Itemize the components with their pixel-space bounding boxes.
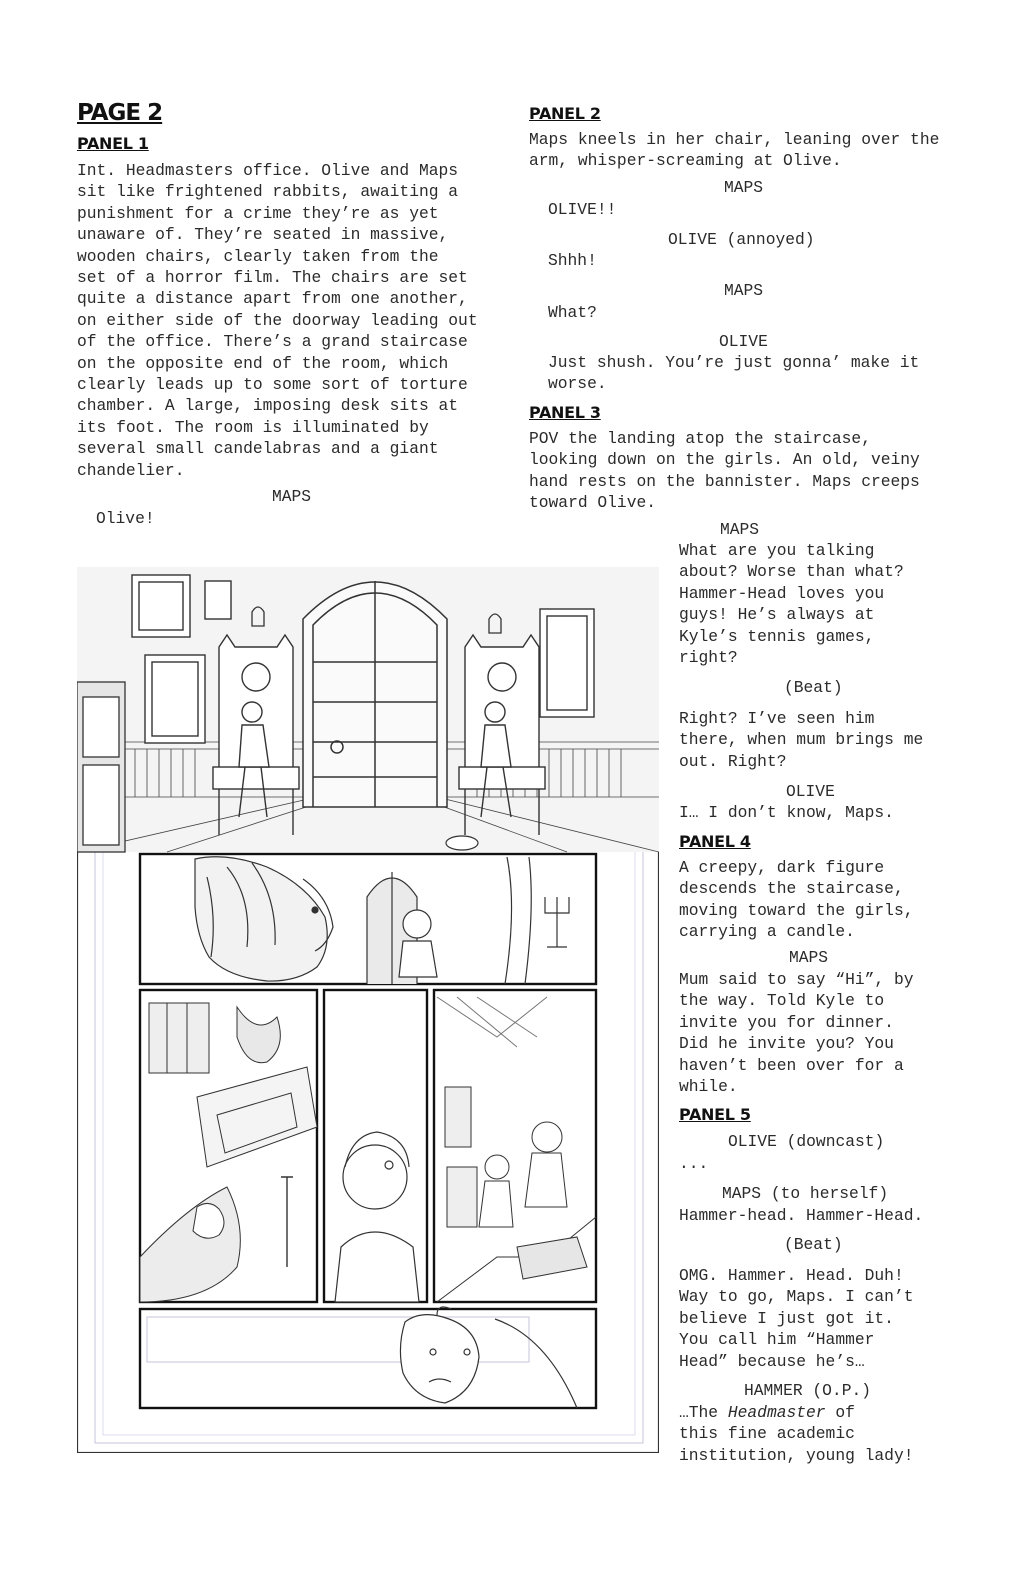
panel1-dialogue: Olive! xyxy=(96,509,155,528)
art-panel-office xyxy=(77,567,659,852)
panel2-line-2: Shhh! xyxy=(548,251,597,270)
comic-page-artwork xyxy=(77,567,659,1453)
panel5-speaker-3: HAMMER (O.P.) xyxy=(744,1381,872,1400)
art-panel-girl xyxy=(324,990,427,1302)
panel4-line: Mum said to say “Hi”, by the way. Told Kyle to invite you for dinner. Did he invite you? You haven’t been over for a while. xyxy=(679,970,914,1097)
panel2-line-4: Just shush. You’re just gonna’ make it worse. xyxy=(548,353,920,394)
panel2-description: Maps kneels in her chair, leaning over the arm, whisper-screaming at Olive. xyxy=(529,130,940,171)
panel4-speaker: MAPS xyxy=(789,948,829,967)
panel3-speaker-1: MAPS xyxy=(720,520,760,539)
panel2-line-3: What? xyxy=(548,303,597,322)
panel2-speaker-2: OLIVE (annoyed) xyxy=(668,230,815,249)
panel5-line-3: …The Headmaster of this fine academic institution, young lady! xyxy=(679,1403,914,1465)
art-panel-worried xyxy=(140,1307,596,1408)
panel2-speaker-1: MAPS xyxy=(724,178,764,197)
panel5-line-1: ... xyxy=(679,1154,709,1173)
comic-pencils-icon xyxy=(77,567,659,1453)
panel5-heading: PANEL 5 xyxy=(679,1105,751,1124)
headmaster-emphasis: Headmaster xyxy=(727,1403,826,1422)
panel2-heading: PANEL 2 xyxy=(529,104,601,123)
art-panel-hall xyxy=(140,990,317,1302)
panel3-beat: (Beat) xyxy=(784,678,843,697)
panel5-speaker-2: MAPS (to herself) xyxy=(722,1184,889,1203)
panel1-speaker: MAPS xyxy=(272,487,312,506)
panel5-beat: (Beat) xyxy=(784,1235,843,1254)
panel3-line-1: What are you talking about? Worse than what? Hammer-Head loves you guys! He’s always at Kyle’s tennis games, right? xyxy=(679,541,904,668)
panel2-speaker-4: OLIVE xyxy=(719,332,768,351)
panel1-heading: PANEL 1 xyxy=(77,134,149,153)
art-panel-stairs xyxy=(434,990,596,1302)
panel5-line-2: Hammer-head. Hammer-Head. xyxy=(679,1206,924,1225)
panel4-heading: PANEL 4 xyxy=(679,832,751,851)
panel3-speaker-2: OLIVE xyxy=(786,782,835,801)
page-title: PAGE 2 xyxy=(77,100,163,126)
art-panel-closeup xyxy=(140,854,596,984)
panel3-line-1b: Right? I’ve seen him there, when mum brings me out. Right? xyxy=(679,709,924,771)
panel3-line-2: I… I don’t know, Maps. xyxy=(679,803,894,822)
panel4-description: A creepy, dark figure descends the staircase, moving toward the girls, carrying a candle. xyxy=(679,858,914,942)
panel3-heading: PANEL 3 xyxy=(529,403,601,422)
panel5-speaker-1: OLIVE (downcast) xyxy=(728,1132,885,1151)
panel3-description: POV the landing atop the staircase, looking down on the girls. An old, veiny hand rests on the bannister. Maps creeps toward Olive. xyxy=(529,429,920,513)
panel2-line-1: OLIVE!! xyxy=(548,200,617,219)
panel1-description: Int. Headmasters office. Olive and Maps sit like frightened rabbits, awaiting a punishment for a crime they’re as yet unaware of. They’re seated in massive, wooden chairs, clearly taken from the set of a horror film. The chairs are set quite a distance apart from one another, on either side of the doorway leading out of the office. There’s a grand staircase on the opposite end of the room, which clearly leads up to some sort of torture chamber. A large, imposing desk sits at its foot. The room is illuminated by several small candelabras and a giant chandelier. xyxy=(77,161,478,480)
panel5-line-2b: OMG. Hammer. Head. Duh! Way to go, Maps. I can’t believe I just got it. You call him “Hammer Head” because he’s… xyxy=(679,1266,914,1371)
panel2-speaker-3: MAPS xyxy=(724,281,764,300)
